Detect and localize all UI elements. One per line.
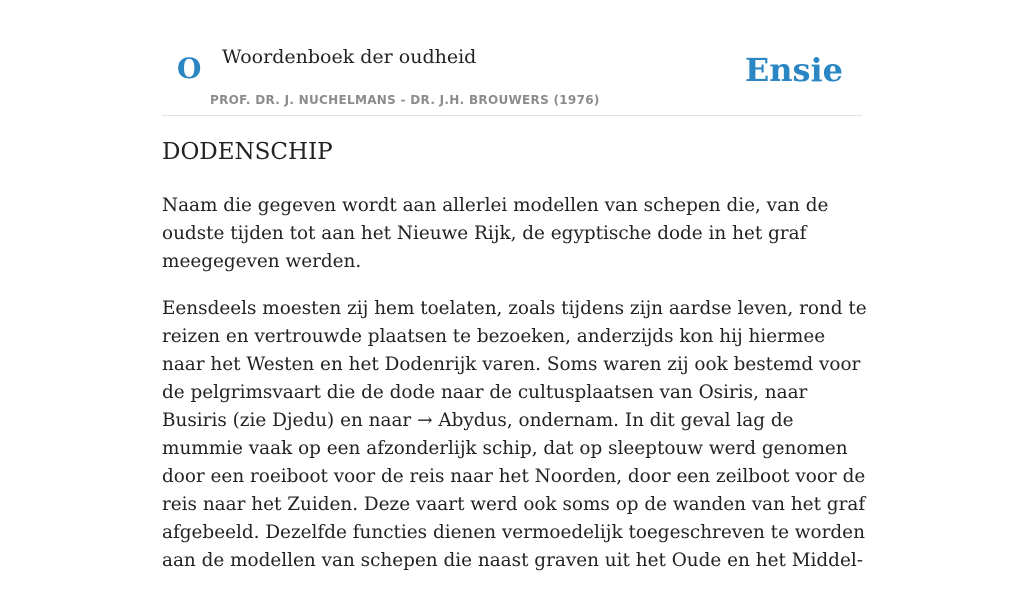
paragraph-text: , ondernam. In dit geval lag de mummie vaak op een afzonderlijk schip, dat op sleeptouw werd genomen door een roeiboot voor de reis naar het Noorden, door een zeilboot voor de reis naar het Zuiden. Deze vaart werd ook soms op de wanden van het graf afgebeeld. Dezelfde functies dienen vermoedelijk toegeschreven te worden aan de modellen van schepen die naast graven uit het Oude en het Middel- <box>162 410 866 571</box>
authors-line: PROF. DR. J. NUCHELMANS - DR. J.H. BROUWERS (1976) <box>210 93 600 107</box>
article-headword: DODENSCHIP <box>162 139 333 165</box>
paragraph-text: Eensdeels moesten zij hem toelaten, zoals tijdens zijn aardse leven, rond te reizen en vertrouwde plaatsen te bezoeken, anderzijds kon hij hiermee naar het Westen en het Dodenrijk varen. Soms waren zij ook bestemd voor de pelgrimsvaart die de dode naar de cultusplaatsen van Osiris, naar Busiris (zie Djedu) en naar <box>162 298 867 431</box>
abydus-link[interactable]: → Abydus <box>417 410 507 431</box>
ensie-logo-link[interactable]: Ensie <box>744 51 843 89</box>
letter-index-link[interactable]: O <box>177 52 202 85</box>
article-paragraph <box>162 295 867 575</box>
article-paragraph: Naam die gegeven wordt aan allerlei modellen van schepen die, van de oudste tijden tot aan het Nieuwe Rijk, de egyptische dode in het graf meegegeven werden. <box>162 195 829 272</box>
book-title: Woordenboek der oudheid <box>222 46 477 68</box>
article-body <box>162 192 867 594</box>
header <box>162 40 862 116</box>
